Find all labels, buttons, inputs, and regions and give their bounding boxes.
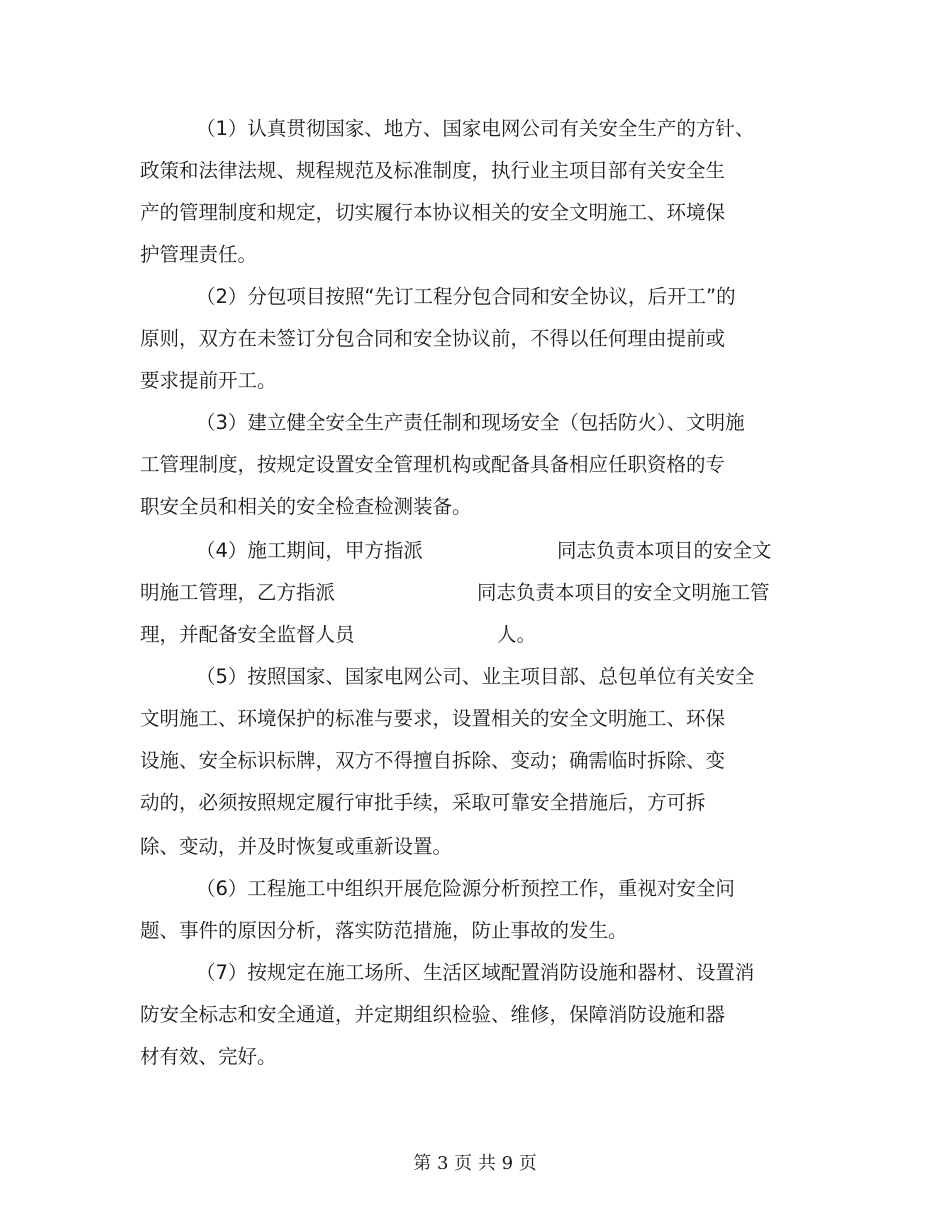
paragraph-1-line-1: （1）认真贯彻国家、地方、国家电网公司有关安全生产的方针、 xyxy=(196,117,755,140)
paragraph-5-line-5: 除、变动，并及时恢复或重新设置。 xyxy=(140,835,453,858)
paragraph-7-line-2: 防安全标志和安全通道，并定期组织检验、维修，保障消防设施和器 xyxy=(140,1003,726,1026)
paragraph-4-line-2-start: 明施工管理，乙方指派 xyxy=(140,581,336,604)
paragraph-1-line-4: 护管理责任。 xyxy=(140,243,258,266)
paragraph-5-line-1: （5）按照国家、国家电网公司、业主项目部、总包单位有关安全 xyxy=(196,665,755,688)
paragraph-1-line-3: 产的管理制度和规定，切实履行本协议相关的安全文明施工、环境保 xyxy=(140,201,726,224)
paragraph-3-line-1: （3）建立健全安全生产责任制和现场安全（包括防火）、文明施 xyxy=(196,411,745,434)
paragraph-2-line-3: 要求提前开工。 xyxy=(140,369,277,392)
paragraph-7-line-1: （7）按规定在施工场所、生活区域配置消防设施和器材、设置消 xyxy=(196,961,755,984)
paragraph-4-line-1-start: （4）施工期间，甲方指派 xyxy=(196,539,423,562)
page-label-prefix: 第 xyxy=(413,1153,432,1174)
paragraph-1-line-2: 政策和法律法规、规程规范及标准制度，执行业主项目部有关安全生 xyxy=(140,159,726,182)
paragraph-6-line-1: （6）工程施工中组织开展危险源分析预控工作，重视对安全问 xyxy=(196,877,735,900)
page-label-suffix: 页 xyxy=(518,1153,537,1174)
page-label-mid: 页 共 xyxy=(454,1153,496,1174)
paragraph-3-line-3: 职安全员和相关的安全检查检测装备。 xyxy=(140,495,472,518)
paragraph-4-line-2-end: 同志负责本项目的安全文明施工管 xyxy=(477,581,770,604)
paragraph-4-line-3-end: 人。 xyxy=(497,623,537,646)
paragraph-7-line-3: 材有效、完好。 xyxy=(140,1045,277,1068)
page-total: 9 xyxy=(501,1153,514,1174)
paragraph-5-line-3: 设施、安全标识标牌，双方不得擅自拆除、变动；确需临时拆除、变 xyxy=(140,749,726,772)
paragraph-5-line-4: 动的，必须按照规定履行审批手续，采取可靠安全措施后，方可拆 xyxy=(140,791,706,814)
paragraph-6-line-2: 题、事件的原因分析，落实防范措施，防止事故的发生。 xyxy=(140,919,628,942)
paragraph-4-line-3-start: 理，并配备安全监督人员 xyxy=(140,623,355,646)
paragraph-4-line-1-end: 同志负责本项目的安全文 xyxy=(557,539,772,562)
paragraph-2-line-1: （2）分包项目按照“先订工程分包合同和安全协议，后开工”的 xyxy=(196,285,736,308)
page-current: 3 xyxy=(436,1153,449,1174)
paragraph-3-line-2: 工管理制度，按规定设置安全管理机构或配备具备相应任职资格的专 xyxy=(140,453,726,476)
paragraph-5-line-2: 文明施工、环境保护的标准与要求，设置相关的安全文明施工、环保 xyxy=(140,707,726,730)
paragraph-2-line-2: 原则，双方在未签订分包合同和安全协议前，不得以任何理由提前或 xyxy=(140,327,726,350)
page-number-footer xyxy=(0,1152,950,1176)
